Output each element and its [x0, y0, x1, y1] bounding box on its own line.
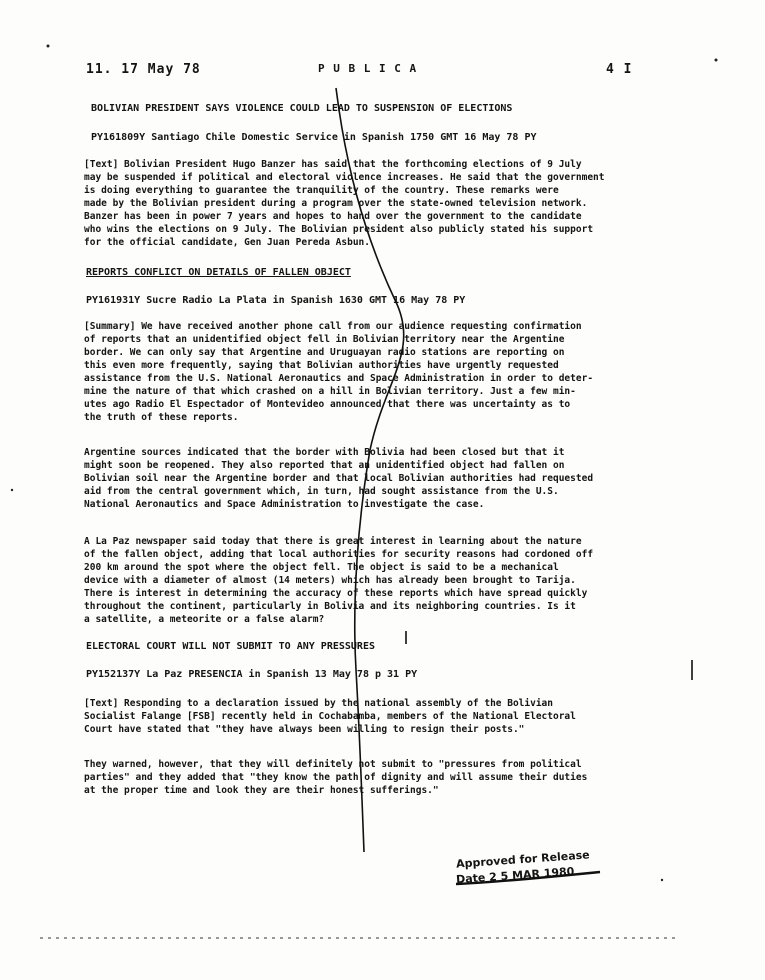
text-line: at the proper time and look they are their honest sufferings." [84, 785, 439, 796]
text-line: Socialist Falange [FSB] recently held in Cochabamba, members of the National Electoral [84, 711, 576, 722]
text-line: mine the nature of that which crashed on a hill in Bolivian territory. Just a few min- [84, 386, 576, 397]
text-line: of the fallen object, adding that local authorities for security reasons had cordoned off [84, 549, 594, 560]
text-line: [Summary] We have received another phone call from our audience requesting confirmation [84, 321, 582, 332]
text-line: throughout the continent, particularly in Bolivia and its neighboring countries. Is it [84, 601, 576, 612]
text-line: Bolivian soil near the Argentine border and that local Bolivian authorities had requested [84, 473, 594, 484]
text-line: assistance from the U.S. National Aeronautics and Space Administration in order to deter- [84, 373, 594, 384]
section-dateline: PY161809Y Santiago Chile Domestic Service in Spanish 1750 GMT 16 May 78 PY [91, 132, 537, 143]
text-line: aid from the central government which, in turn, had sought assistance from the U.S. [84, 486, 559, 497]
approval-stamp-date: Date 2 5 MAR 1980 [455, 864, 575, 887]
handwritten-margin-line [336, 88, 404, 852]
scan-speck [715, 59, 718, 62]
text-line: They warned, however, that they will definitely not submit to "pressures from political [84, 759, 582, 770]
text-line: [Text] Responding to a declaration issued by the national assembly of the Bolivian [84, 698, 553, 709]
text-line: parties" and they added that "they know the path of dignity and will assume their duties [84, 772, 588, 783]
section-headline: REPORTS CONFLICT ON DETAILS OF FALLEN OBJECT [86, 267, 351, 278]
text-line: is doing everything to guarantee the tranquility of the country. These remarks were [84, 185, 559, 196]
approval-stamp-line1: Approved for Release [455, 848, 591, 871]
text-line: this even more frequently, saying that Bolivian authorities have urgently requested [84, 360, 559, 371]
section-headline: BOLIVIAN PRESIDENT SAYS VIOLENCE COULD LEAD TO SUSPENSION OF ELECTIONS [91, 103, 513, 114]
page-number: 4 I [606, 62, 633, 77]
scan-speck [11, 489, 13, 491]
header-date: 11. 17 May 78 [86, 62, 201, 77]
scan-speck [47, 45, 50, 48]
text-line: made by the Bolivian president during a program over the state-owned television network. [84, 198, 588, 209]
text-line: might soon be reopened. They also reported that an unidentified object had fallen on [84, 460, 565, 471]
scan-speck [661, 879, 663, 881]
text-line: border. We can only say that Argentine and Uruguayan radio stations are reporting on [84, 347, 565, 358]
text-line: device with a diameter of almost (14 meters) which has already been brought to Tarija. [84, 575, 576, 586]
text-line: National Aeronautics and Space Administration to investigate the case. [84, 499, 485, 510]
text-line: of reports that an unidentified object fell in Bolivian territory near the Argentine [84, 334, 565, 345]
section-headline: ELECTORAL COURT WILL NOT SUBMIT TO ANY PRESSURES [86, 641, 375, 652]
text-line: utes ago Radio El Espectador of Montevideo announced that there was uncertainty as to [84, 399, 571, 410]
text-line: may be suspended if political and electoral violence increases. He said that the government [84, 172, 605, 183]
text-line: There is interest in determining the accuracy of these reports which have spread quickly [84, 588, 588, 599]
text-line: for the official candidate, Gen Juan Pereda Asbun. [84, 237, 370, 248]
text-line: a satellite, a meteorite or a false alarm? [84, 614, 325, 625]
text-line: [Text] Bolivian President Hugo Banzer has said that the forthcoming elections of 9 July [84, 159, 582, 170]
text-line: Court have stated that "they have always been willing to resign their posts." [84, 724, 525, 735]
header-classification: P U B L I C A [318, 62, 418, 75]
text-line: Banzer has been in power 7 years and hopes to hand over the government to the candidate [84, 211, 582, 222]
section-dateline: PY152137Y La Paz PRESENCIA in Spanish 13 May 78 p 31 PY [86, 669, 418, 680]
text-line: who wins the elections on 9 July. The Bolivian president also publicly stated his support [84, 224, 594, 235]
text-line: the truth of these reports. [84, 412, 239, 423]
text-line: A La Paz newspaper said today that there is great interest in learning about the nature [84, 536, 582, 547]
text-line: 200 km around the spot where the object fell. The object is said to be a mechanical [84, 562, 559, 573]
stamp-underline [456, 872, 600, 884]
section-dateline: PY161931Y Sucre Radio La Plata in Spanish 1630 GMT 16 May 78 PY [86, 295, 466, 306]
text-line: Argentine sources indicated that the border with Bolivia had been closed but that it [84, 447, 565, 458]
